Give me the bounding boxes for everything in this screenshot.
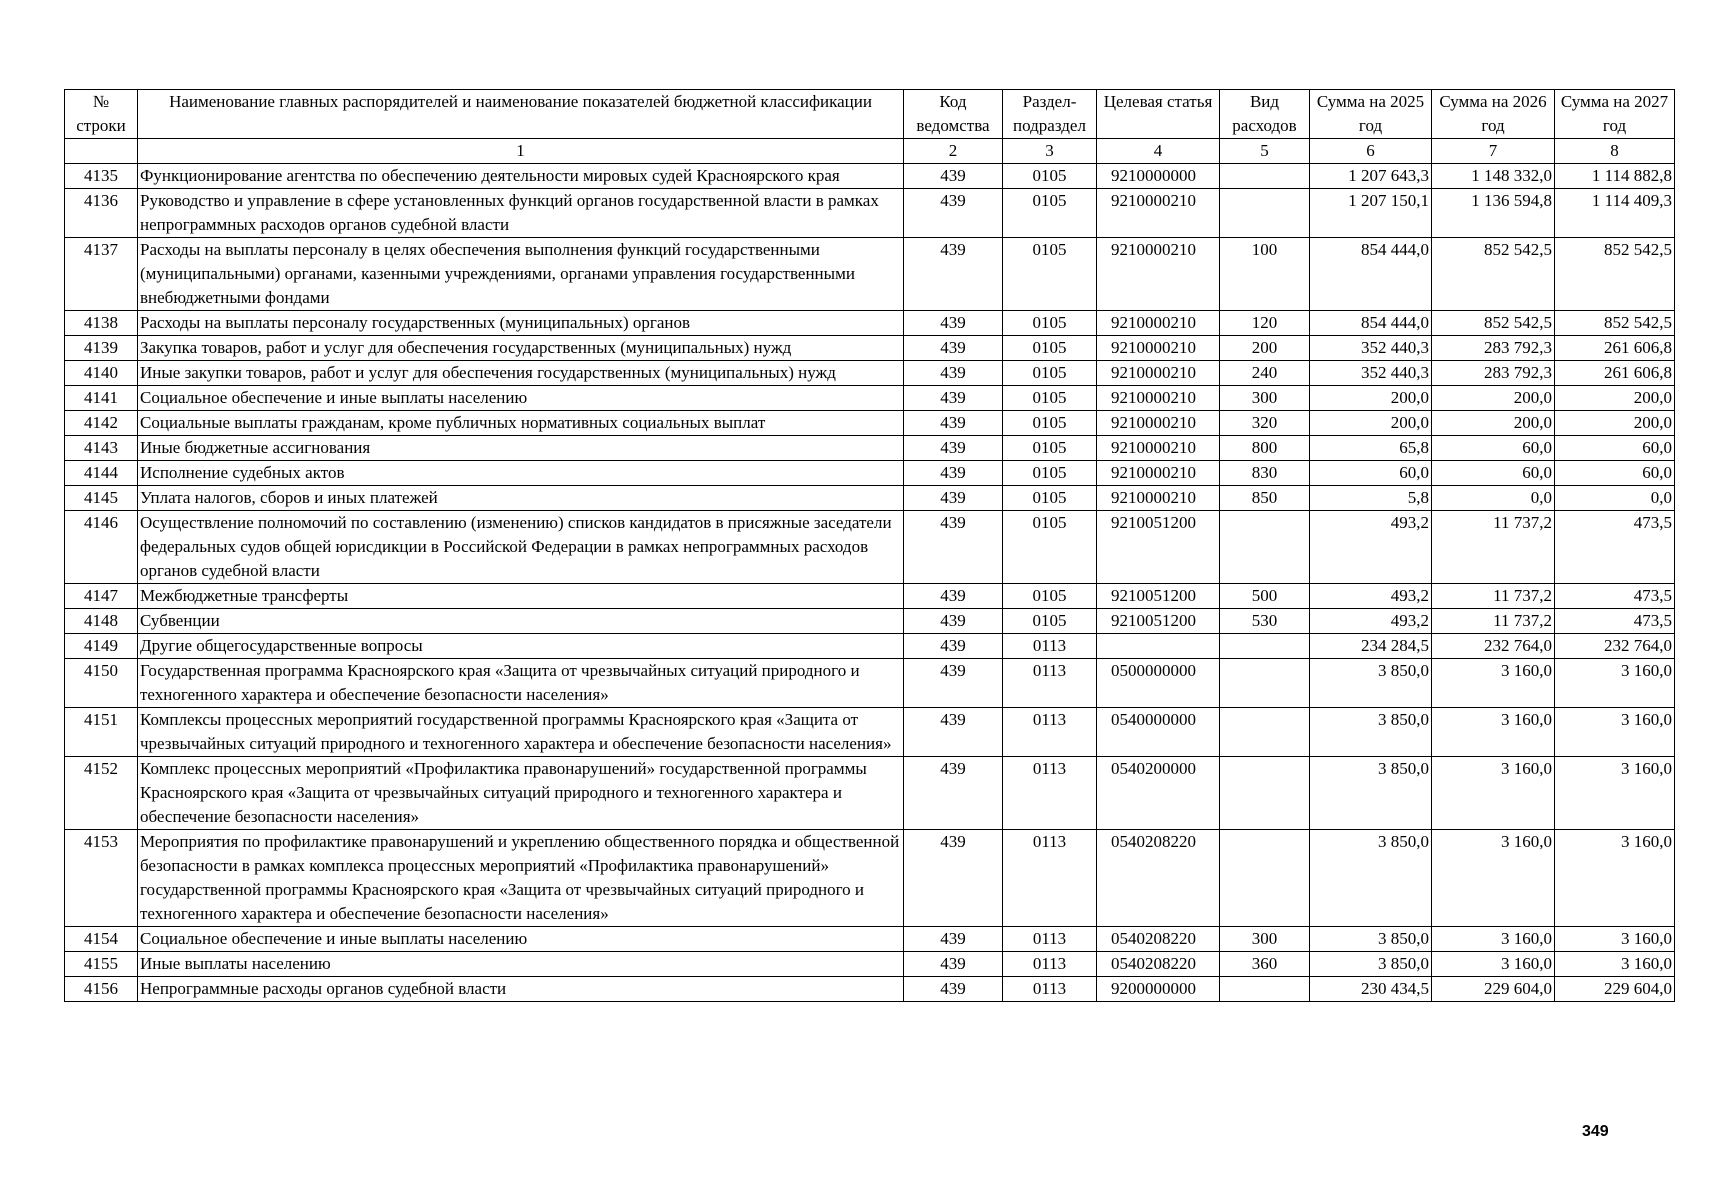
sum-2026: 200,0 [1432,386,1555,411]
sum-2026: 852 542,5 [1432,311,1555,336]
expense-type: 200 [1220,336,1310,361]
sum-2026: 232 764,0 [1432,634,1555,659]
column-number: 6 [1310,139,1432,164]
row-number: 4146 [65,511,138,584]
expense-type [1220,830,1310,927]
sum-2026: 1 148 332,0 [1432,164,1555,189]
department-code: 439 [904,461,1003,486]
sum-2025: 230 434,5 [1310,977,1432,1002]
department-code: 439 [904,436,1003,461]
department-code: 439 [904,609,1003,634]
row-number: 4156 [65,977,138,1002]
expense-type: 830 [1220,461,1310,486]
sum-2025: 3 850,0 [1310,659,1432,708]
row-name: Комплекс процессных мероприятий «Профилактика правонарушений» государственной программы Красноярского края «Защита от чрезвычайных ситуаций природного и техногенного характера и обеспечение безопасности населения» [138,757,904,830]
table-row [65,659,1675,708]
sum-2025: 234 284,5 [1310,634,1432,659]
table-header-row [65,90,1675,139]
row-number: 4147 [65,584,138,609]
sum-2026: 3 160,0 [1432,927,1555,952]
row-name: Межбюджетные трансферты [138,584,904,609]
section-code: 0105 [1003,336,1097,361]
table-row [65,336,1675,361]
expense-type [1220,708,1310,757]
row-name: Иные выплаты населению [138,952,904,977]
sum-2025: 854 444,0 [1310,311,1432,336]
table-row [65,609,1675,634]
expense-type: 120 [1220,311,1310,336]
sum-2025: 60,0 [1310,461,1432,486]
section-code: 0105 [1003,584,1097,609]
expense-type: 320 [1220,411,1310,436]
expense-type [1220,659,1310,708]
table-row [65,927,1675,952]
sum-2026: 11 737,2 [1432,584,1555,609]
sum-2025: 1 207 643,3 [1310,164,1432,189]
expense-type [1220,977,1310,1002]
row-number: 4136 [65,189,138,238]
sum-2026: 0,0 [1432,486,1555,511]
table-row [65,238,1675,311]
expense-type [1220,634,1310,659]
row-name: Государственная программа Красноярского края «Защита от чрезвычайных ситуаций природного и техногенного характера и обеспечение безопасности населения» [138,659,904,708]
sum-2025: 3 850,0 [1310,757,1432,830]
row-number: 4139 [65,336,138,361]
department-code: 439 [904,411,1003,436]
row-number: 4152 [65,757,138,830]
target-article [1097,634,1220,659]
row-number: 4137 [65,238,138,311]
row-name: Иные бюджетные ассигнования [138,436,904,461]
sum-2025: 352 440,3 [1310,336,1432,361]
section-code: 0105 [1003,386,1097,411]
sum-2026: 3 160,0 [1432,952,1555,977]
sum-2027: 1 114 882,8 [1555,164,1675,189]
table-row [65,361,1675,386]
header-department-code: Код ведомства [904,90,1003,139]
sum-2026: 11 737,2 [1432,511,1555,584]
table-row [65,311,1675,336]
expense-type [1220,511,1310,584]
expense-type: 850 [1220,486,1310,511]
sum-2027: 200,0 [1555,411,1675,436]
row-number: 4150 [65,659,138,708]
sum-2027: 852 542,5 [1555,311,1675,336]
table-body [65,164,1675,1002]
target-article: 9210051200 [1097,609,1220,634]
sum-2026: 283 792,3 [1432,336,1555,361]
header-sum-2026: Сумма на 2026 год [1432,90,1555,139]
row-name: Расходы на выплаты персоналу государственных (муниципальных) органов [138,311,904,336]
table-row [65,461,1675,486]
row-number: 4151 [65,708,138,757]
department-code: 439 [904,336,1003,361]
expense-type: 800 [1220,436,1310,461]
sum-2027: 60,0 [1555,436,1675,461]
column-number: 4 [1097,139,1220,164]
row-number: 4155 [65,952,138,977]
expense-type: 300 [1220,927,1310,952]
target-article: 0540000000 [1097,708,1220,757]
column-number: 5 [1220,139,1310,164]
row-name: Социальные выплаты гражданам, кроме публичных нормативных социальных выплат [138,411,904,436]
section-code: 0105 [1003,189,1097,238]
target-article: 9210000210 [1097,386,1220,411]
section-code: 0105 [1003,411,1097,436]
row-name: Функционирование агентства по обеспечению деятельности мировых судей Красноярского края [138,164,904,189]
section-code: 0113 [1003,708,1097,757]
sum-2027: 0,0 [1555,486,1675,511]
target-article: 9210000210 [1097,486,1220,511]
sum-2025: 3 850,0 [1310,952,1432,977]
row-name: Субвенции [138,609,904,634]
table-row [65,634,1675,659]
table-row [65,708,1675,757]
section-code: 0113 [1003,634,1097,659]
section-code: 0113 [1003,927,1097,952]
target-article: 9210000210 [1097,189,1220,238]
column-number: 3 [1003,139,1097,164]
section-code: 0105 [1003,164,1097,189]
target-article: 9200000000 [1097,977,1220,1002]
section-code: 0105 [1003,609,1097,634]
column-number: 8 [1555,139,1675,164]
row-name: Комплексы процессных мероприятий государственной программы Красноярского края «Защита от чрезвычайных ситуаций природного и техногенного характера и обеспечение безопасности населения» [138,708,904,757]
section-code: 0105 [1003,511,1097,584]
expense-type: 240 [1220,361,1310,386]
row-number: 4149 [65,634,138,659]
target-article: 0540208220 [1097,952,1220,977]
sum-2026: 3 160,0 [1432,659,1555,708]
budget-table [64,89,1675,1002]
sum-2026: 3 160,0 [1432,830,1555,927]
sum-2027: 60,0 [1555,461,1675,486]
target-article: 9210000000 [1097,164,1220,189]
sum-2027: 1 114 409,3 [1555,189,1675,238]
table-row [65,977,1675,1002]
table-row [65,952,1675,977]
section-code: 0113 [1003,977,1097,1002]
table-row [65,511,1675,584]
table-row [65,486,1675,511]
table-row [65,436,1675,461]
expense-type: 500 [1220,584,1310,609]
department-code: 439 [904,634,1003,659]
expense-type [1220,757,1310,830]
header-sum-2025: Сумма на 2025 год [1310,90,1432,139]
row-name: Непрограммные расходы органов судебной власти [138,977,904,1002]
sum-2025: 200,0 [1310,386,1432,411]
expense-type [1220,189,1310,238]
row-number: 4153 [65,830,138,927]
expense-type [1220,164,1310,189]
department-code: 439 [904,584,1003,609]
sum-2027: 229 604,0 [1555,977,1675,1002]
section-code: 0105 [1003,311,1097,336]
sum-2027: 3 160,0 [1555,659,1675,708]
target-article: 0540208220 [1097,830,1220,927]
expense-type: 530 [1220,609,1310,634]
expense-type: 100 [1220,238,1310,311]
table-row [65,164,1675,189]
sum-2025: 854 444,0 [1310,238,1432,311]
sum-2027: 852 542,5 [1555,238,1675,311]
target-article: 9210000210 [1097,311,1220,336]
sum-2027: 261 606,8 [1555,361,1675,386]
table-row [65,830,1675,927]
sum-2027: 3 160,0 [1555,927,1675,952]
sum-2025: 3 850,0 [1310,927,1432,952]
sum-2025: 493,2 [1310,609,1432,634]
section-code: 0105 [1003,461,1097,486]
sum-2026: 60,0 [1432,436,1555,461]
row-name: Социальное обеспечение и иные выплаты населению [138,386,904,411]
sum-2027: 3 160,0 [1555,952,1675,977]
department-code: 439 [904,927,1003,952]
section-code: 0105 [1003,436,1097,461]
sum-2027: 3 160,0 [1555,757,1675,830]
page-number: 349 [1582,1123,1609,1140]
sum-2027: 473,5 [1555,584,1675,609]
row-number: 4135 [65,164,138,189]
sum-2027: 261 606,8 [1555,336,1675,361]
department-code: 439 [904,977,1003,1002]
department-code: 439 [904,486,1003,511]
department-code: 439 [904,386,1003,411]
sum-2026: 60,0 [1432,461,1555,486]
section-code: 0105 [1003,486,1097,511]
row-name: Закупка товаров, работ и услуг для обеспечения государственных (муниципальных) нужд [138,336,904,361]
department-code: 439 [904,708,1003,757]
header-expense-type: Вид расходов [1220,90,1310,139]
department-code: 439 [904,830,1003,927]
target-article: 9210000210 [1097,436,1220,461]
sum-2027: 3 160,0 [1555,708,1675,757]
table-row [65,411,1675,436]
row-name: Руководство и управление в сфере установленных функций органов государственной власти в рамках непрограммных расходов органов судебной власти [138,189,904,238]
department-code: 439 [904,511,1003,584]
sum-2025: 1 207 150,1 [1310,189,1432,238]
sum-2027: 200,0 [1555,386,1675,411]
row-number: 4138 [65,311,138,336]
sum-2025: 352 440,3 [1310,361,1432,386]
sum-2025: 200,0 [1310,411,1432,436]
column-number-blank [65,139,138,164]
target-article: 9210000210 [1097,361,1220,386]
expense-type: 360 [1220,952,1310,977]
table-row [65,386,1675,411]
header-row-number: № строки [65,90,138,139]
sum-2027: 473,5 [1555,609,1675,634]
row-number: 4154 [65,927,138,952]
row-number: 4140 [65,361,138,386]
sum-2026: 3 160,0 [1432,708,1555,757]
section-code: 0105 [1003,361,1097,386]
target-article: 9210000210 [1097,336,1220,361]
column-number: 2 [904,139,1003,164]
row-number: 4148 [65,609,138,634]
table-row [65,757,1675,830]
sum-2025: 493,2 [1310,584,1432,609]
row-number: 4144 [65,461,138,486]
sum-2025: 3 850,0 [1310,708,1432,757]
sum-2025: 493,2 [1310,511,1432,584]
row-name: Расходы на выплаты персоналу в целях обеспечения выполнения функций государственными (муниципальными) органами, казенными учреждениями, органами управления государственными внебюджетными фондами [138,238,904,311]
column-numbers-row [65,139,1675,164]
row-number: 4143 [65,436,138,461]
department-code: 439 [904,361,1003,386]
section-code: 0105 [1003,238,1097,311]
table-row [65,584,1675,609]
sum-2025: 3 850,0 [1310,830,1432,927]
sum-2027: 232 764,0 [1555,634,1675,659]
target-article: 9210000210 [1097,238,1220,311]
department-code: 439 [904,757,1003,830]
department-code: 439 [904,311,1003,336]
sum-2025: 65,8 [1310,436,1432,461]
sum-2026: 11 737,2 [1432,609,1555,634]
target-article: 9210051200 [1097,584,1220,609]
sum-2026: 229 604,0 [1432,977,1555,1002]
column-number: 7 [1432,139,1555,164]
sum-2026: 3 160,0 [1432,757,1555,830]
department-code: 439 [904,189,1003,238]
table-row [65,189,1675,238]
row-number: 4141 [65,386,138,411]
sum-2026: 852 542,5 [1432,238,1555,311]
department-code: 439 [904,238,1003,311]
row-name: Уплата налогов, сборов и иных платежей [138,486,904,511]
department-code: 439 [904,164,1003,189]
department-code: 439 [904,952,1003,977]
sum-2026: 1 136 594,8 [1432,189,1555,238]
section-code: 0113 [1003,830,1097,927]
header-target-article: Целевая статья [1097,90,1220,139]
header-sum-2027: Сумма на 2027 год [1555,90,1675,139]
sum-2025: 5,8 [1310,486,1432,511]
row-name: Другие общегосударственные вопросы [138,634,904,659]
section-code: 0113 [1003,757,1097,830]
expense-type: 300 [1220,386,1310,411]
header-name: Наименование главных распорядителей и наименование показателей бюджетной классификации [138,90,904,139]
sum-2026: 283 792,3 [1432,361,1555,386]
target-article: 0540200000 [1097,757,1220,830]
section-code: 0113 [1003,659,1097,708]
sum-2027: 3 160,0 [1555,830,1675,927]
row-name: Осуществление полномочий по составлению (изменению) списков кандидатов в присяжные заседатели федеральных судов общей юрисдикции в Российской Федерации в рамках непрограммных расходов органов судебной власти [138,511,904,584]
section-code: 0113 [1003,952,1097,977]
target-article: 9210000210 [1097,411,1220,436]
column-number: 1 [138,139,904,164]
row-number: 4142 [65,411,138,436]
target-article: 0500000000 [1097,659,1220,708]
row-number: 4145 [65,486,138,511]
sum-2027: 473,5 [1555,511,1675,584]
sum-2026: 200,0 [1432,411,1555,436]
row-name: Иные закупки товаров, работ и услуг для обеспечения государственных (муниципальных) нужд [138,361,904,386]
target-article: 0540208220 [1097,927,1220,952]
row-name: Исполнение судебных актов [138,461,904,486]
header-section: Раздел-подраздел [1003,90,1097,139]
row-name: Мероприятия по профилактике правонарушений и укреплению общественного порядка и общественной безопасности в рамках комплекса процессных мероприятий «Профилактика правонарушений» государственной программы Красноярского края «Защита от чрезвычайных ситуаций природного и техногенного характера и обеспечение безопасности населения» [138,830,904,927]
target-article: 9210000210 [1097,461,1220,486]
row-name: Социальное обеспечение и иные выплаты населению [138,927,904,952]
department-code: 439 [904,659,1003,708]
target-article: 9210051200 [1097,511,1220,584]
